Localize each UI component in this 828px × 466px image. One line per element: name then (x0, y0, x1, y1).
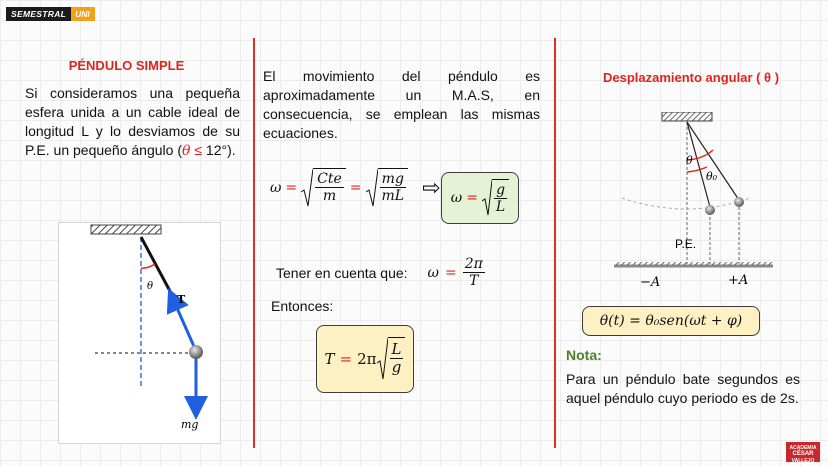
m-denominator: m (322, 188, 337, 205)
equals-sign-2: = (349, 180, 362, 196)
g-numerator: g (496, 182, 506, 198)
note-equals: = (444, 264, 457, 281)
t-denominator: T (469, 273, 479, 290)
tension-label: T (177, 293, 186, 306)
swing-arc (622, 198, 750, 209)
omega-derivation (270, 168, 455, 208)
g-denominator: g (391, 358, 402, 377)
cesar-vallejo-logo (786, 442, 820, 462)
left-section-title: PÉNDULO SIMPLE (68, 58, 185, 73)
implies-arrow-icon: ⇨ (422, 175, 441, 201)
bob-displaced (705, 205, 715, 215)
plus-amplitude-label: +A (728, 273, 749, 288)
condition-theta: θ (182, 143, 191, 159)
omega-result-symbol: ω (450, 190, 463, 206)
brand-top: ACADEMIA (789, 445, 817, 451)
theta-label: θ (686, 154, 693, 167)
brand-sub: VALLEJO (791, 458, 815, 464)
condition-end: 12°). (205, 142, 236, 158)
left-intro-text: Si consideramos una pequeña esfera unida a un cable ideal de longitud L y lo desviamos de su P.E. un pequeño ángulo ( (25, 85, 240, 158)
axis-hatch (614, 262, 773, 265)
theta0-label: θ₀ (706, 170, 718, 183)
two-pi-over-t (463, 256, 485, 289)
omega-result-box (441, 172, 519, 224)
two-pi-coefficient: 2π (357, 350, 377, 368)
period-equals: = (339, 350, 353, 368)
pendulum-figure-left (58, 222, 221, 444)
ceiling-support (91, 225, 161, 234)
logo-main-text: SEMESTRAL (6, 7, 71, 21)
cord-amplitude (687, 122, 739, 200)
weight-label: mg (181, 418, 199, 431)
l-denominator: L (495, 199, 506, 216)
note-paragraph: Para un péndulo bate segundos es aquel péndulo cuyo periodo es de 2s. (566, 371, 800, 406)
ml-denominator: mL (381, 188, 405, 205)
note-label: Tener en cuenta que: (276, 264, 408, 281)
equals-sign-3: = (466, 190, 478, 206)
angular-frequency-note (276, 256, 485, 289)
equilibrium-point-label: P.E. (675, 237, 697, 251)
angle-label: θ (147, 281, 154, 292)
note-omega: ω (427, 264, 439, 281)
brand-name: CÉSAR (792, 451, 814, 457)
two-pi-numerator: 2π (464, 256, 483, 272)
condition-operator: ≤ (194, 142, 203, 158)
period-symbol: T (324, 350, 335, 368)
sqrt-g-over-l (482, 179, 509, 217)
angular-displacement-equation: θ(t) = θ₀sen(ωt + φ) (582, 306, 760, 336)
left-intro-paragraph (25, 84, 240, 161)
sqrt-mg-over-ml (366, 168, 409, 208)
pendulum-bob (189, 345, 203, 359)
middle-intro-paragraph: El movimiento del péndulo es aproximadamente un M.A.S, en consecuencia, se emplean las mismas ecuaciones. (263, 68, 540, 141)
logo-tag-text: UNI (71, 7, 95, 21)
omega-symbol: ω (270, 180, 282, 196)
mg-numerator: mg (381, 171, 404, 187)
l-numerator: L (391, 340, 402, 358)
bob-amplitude (734, 197, 744, 207)
ceiling-support-right (662, 112, 712, 121)
period-formula-box (316, 325, 414, 393)
note-title: Nota: (566, 347, 602, 363)
minus-amplitude-label: −A (640, 275, 661, 290)
equals-sign-1: = (285, 180, 298, 196)
pendulum-cord (141, 237, 171, 293)
column-divider-left (253, 38, 255, 448)
sqrt-cte-over-m (301, 168, 346, 208)
angle-arc (141, 264, 155, 268)
sqrt-l-over-g (377, 337, 406, 381)
pendulum-diagram-left (59, 223, 222, 445)
tension-vector (173, 299, 196, 351)
angular-displacement-diagram (610, 112, 780, 292)
angular-displacement-figure (610, 112, 780, 292)
column-divider-right (554, 38, 556, 448)
then-label: Entonces: (271, 298, 334, 314)
cte-numerator: Cte (317, 171, 342, 187)
right-section-title: Desplazamiento angular ( θ ) (602, 70, 780, 85)
theta-arc (687, 167, 707, 172)
semestral-uni-logo (6, 7, 95, 21)
